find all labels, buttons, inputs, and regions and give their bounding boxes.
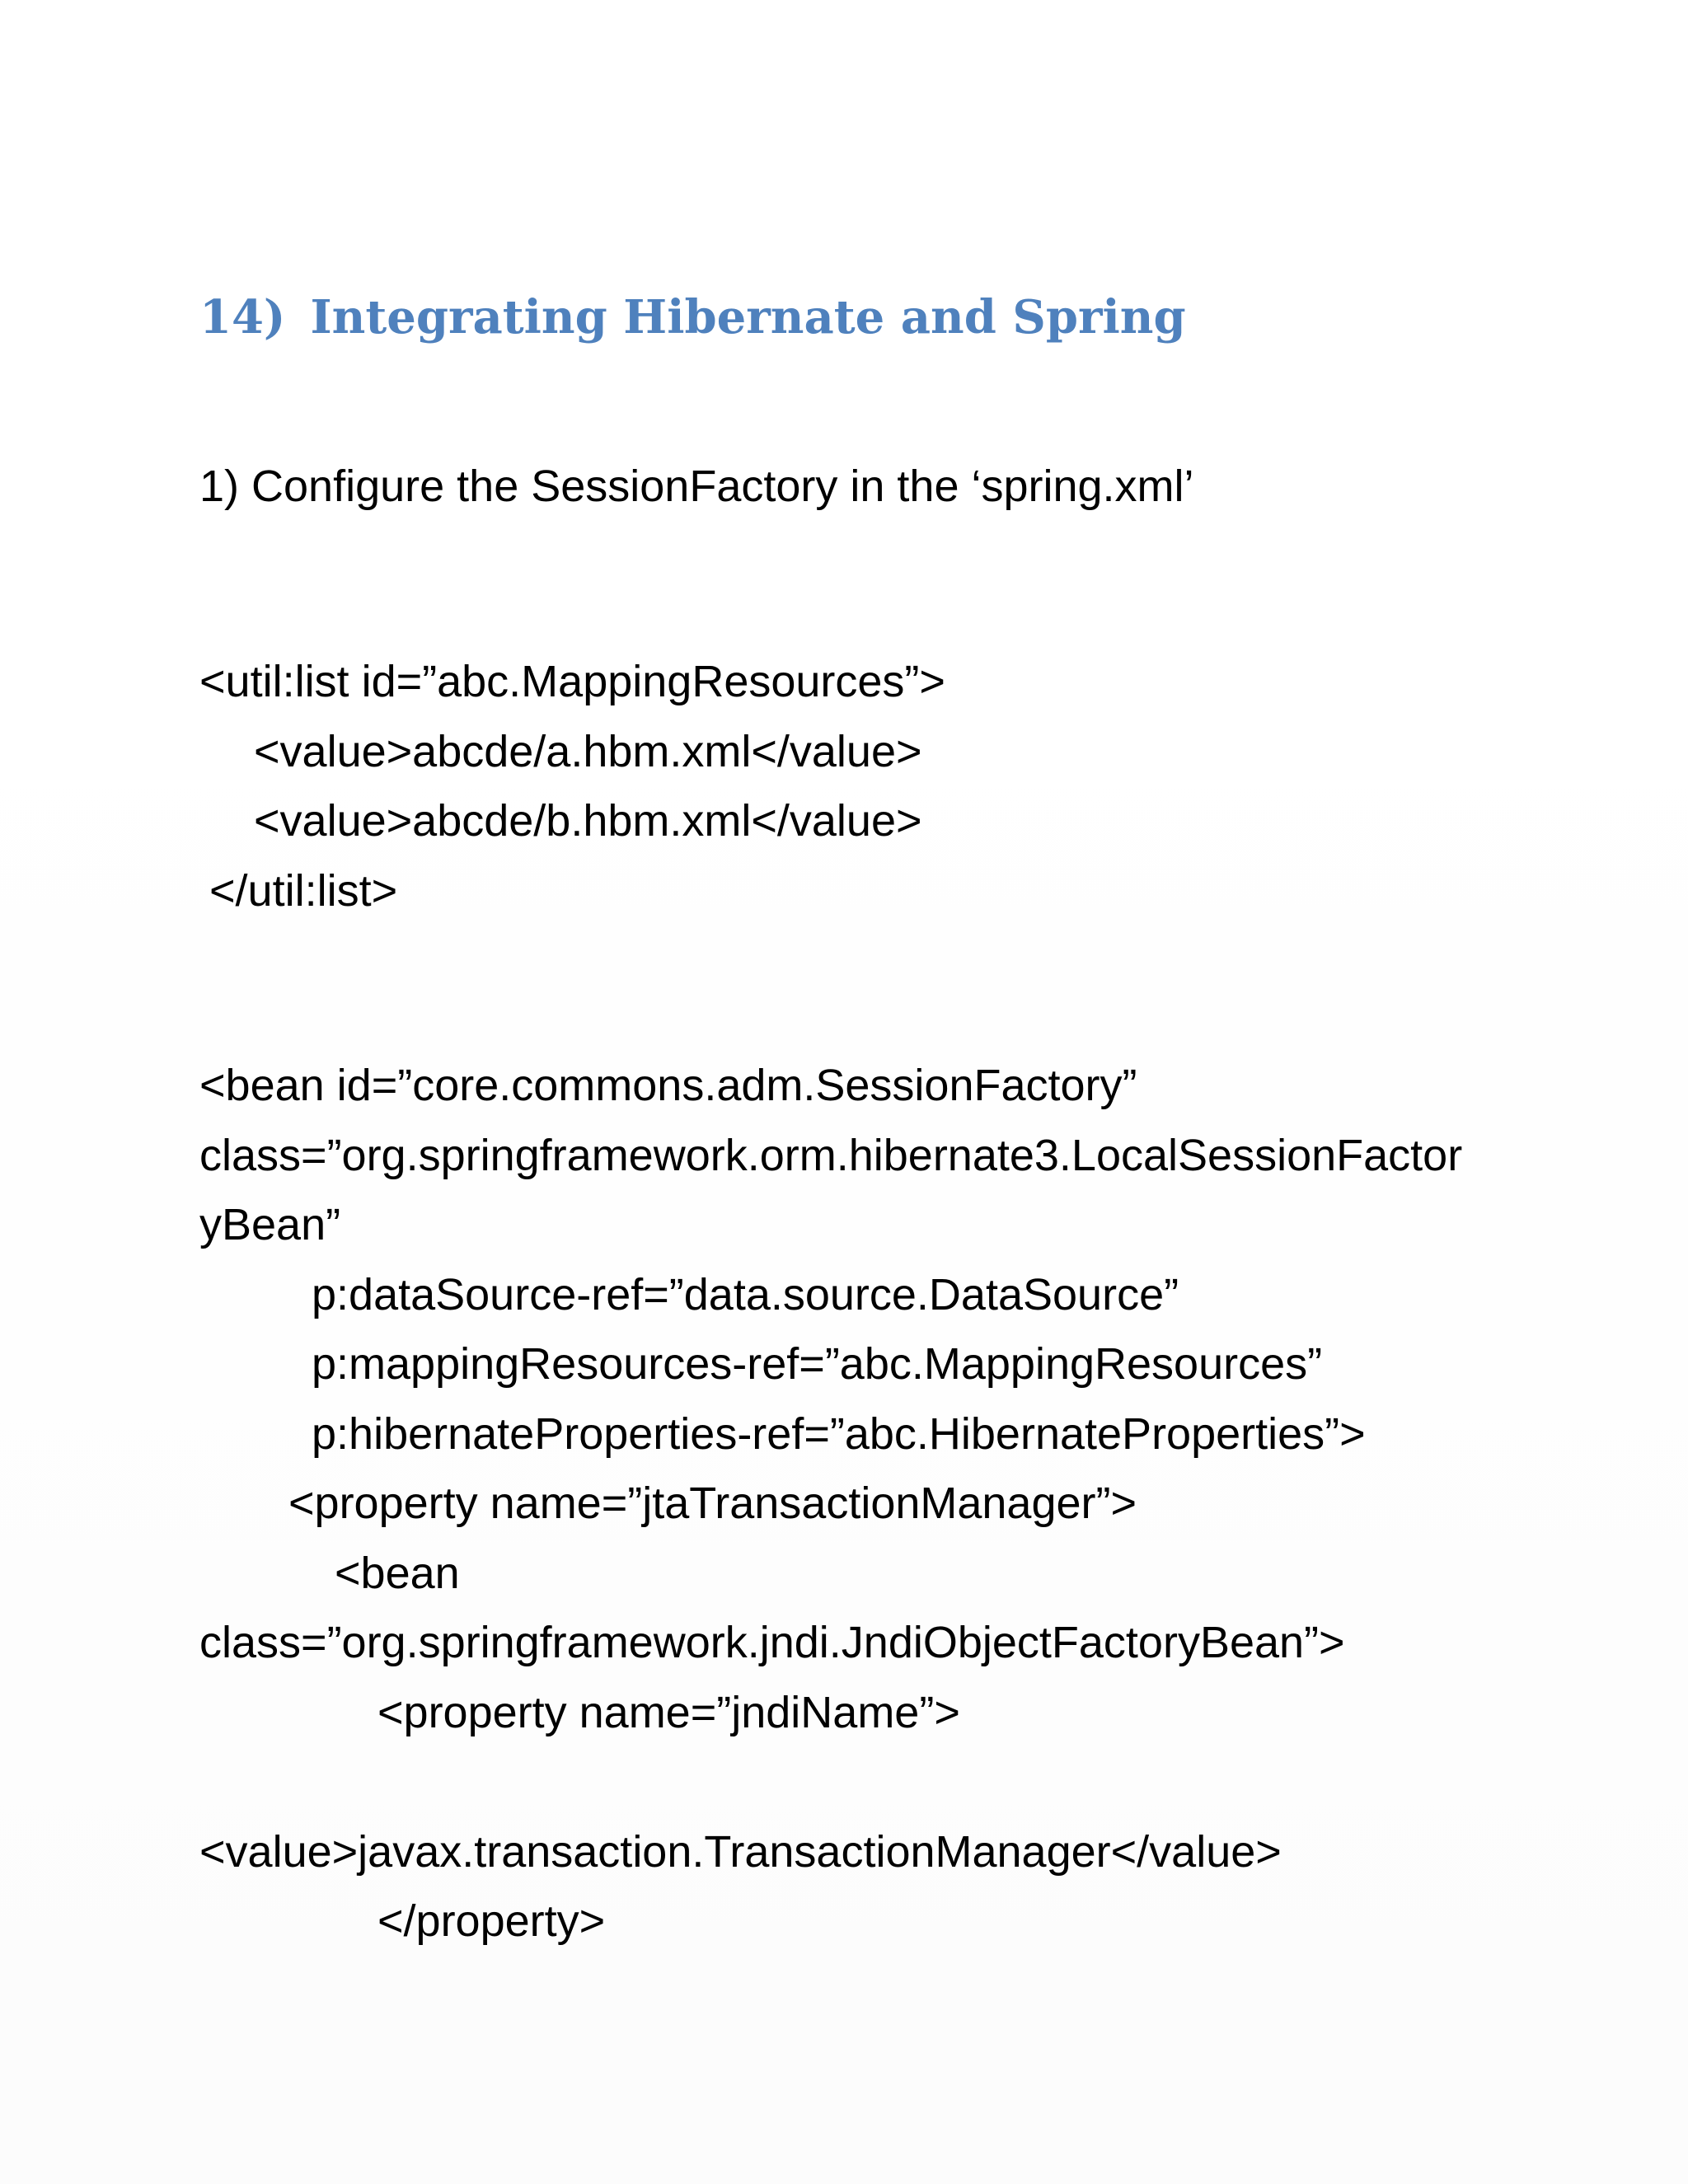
code-line: <value>abcde/b.hbm.xml</value> — [254, 796, 922, 846]
code-line: p:dataSource-ref=”data.source.DataSource” — [312, 1270, 1179, 1319]
code-line: <value>abcde/a.hbm.xml</value> — [254, 727, 922, 776]
code-line: <property name=”jtaTransactionManager”> — [288, 1479, 1137, 1528]
code-line: <value>javax.transaction.TransactionManager</value> — [199, 1827, 1282, 1877]
code-line: class=”org.springframework.jndi.JndiObjectFactoryBean”> — [199, 1618, 1345, 1667]
code-line: <bean id=”core.commons.adm.SessionFactory” — [199, 1061, 1137, 1110]
code-line: </util:list> — [209, 866, 398, 916]
code-line: <util:list id=”abc.MappingResources”> — [199, 657, 945, 706]
code-line: </property> — [377, 1896, 606, 1946]
code-line: <bean — [335, 1549, 460, 1598]
code-line: <property name=”jndiName”> — [377, 1688, 960, 1737]
code-line: p:hibernateProperties-ref=”abc.HibernateProperties”> — [312, 1409, 1366, 1459]
code-line: yBean” — [199, 1200, 341, 1249]
section-number: 14) — [199, 290, 286, 344]
section-heading — [199, 290, 1186, 344]
section-title: Integrating Hibernate and Spring — [310, 290, 1186, 344]
code-line: p:mappingResources-ref=”abc.MappingResources” — [312, 1339, 1323, 1389]
step-instruction: 1) Configure the SessionFactory in the ‘spring.xml’ — [199, 462, 1194, 511]
code-line: class=”org.springframework.orm.hibernate3.LocalSessionFactor — [199, 1131, 1463, 1180]
